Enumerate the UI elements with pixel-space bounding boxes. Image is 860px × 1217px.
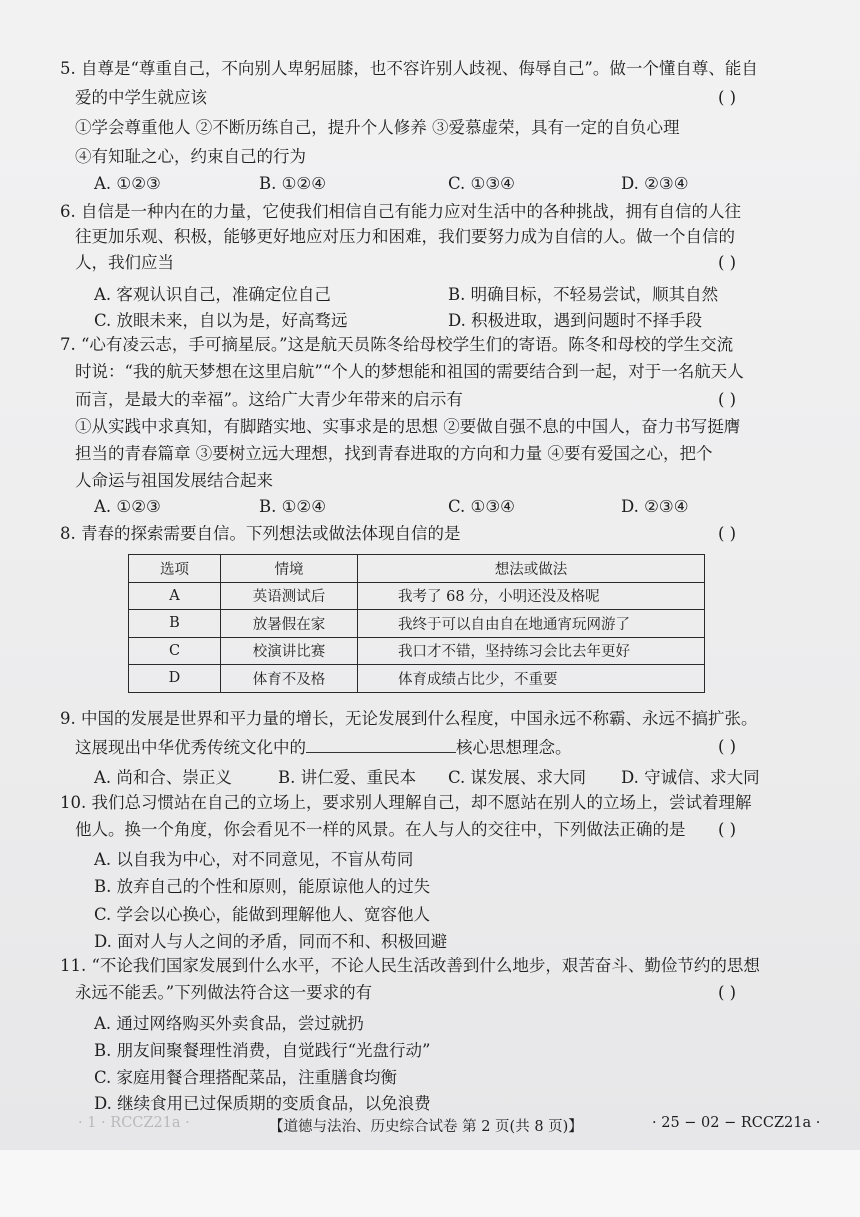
footer-page-info: 【道德与法治、历史综合试卷 第 2 页(共 8 页)】 [269,1119,583,1135]
q6-option-a: A. 客观认识自己，准确定位自己 [94,285,331,304]
q5-option-d: D. ②③④ [621,174,689,193]
q7-statement-line1: ①从实践中求真知，有脚踏实地、实事求是的思想 ②要做自强不息的中国人，奋力书写挺膺 [75,417,741,436]
q7-option-c: C. ①③④ [448,497,515,516]
q9-stem-line1: 9. 中国的发展是世界和平力量的增长，无论发展到什么程度，中国永远不称霸、永远不搞扩张。 [60,709,758,728]
page-bottom-margin [0,1150,860,1217]
q11-option-c: C. 家庭用餐合理搭配菜品，注重膳食均衡 [94,1068,398,1087]
q9-option-b: B. 讲仁爱、重民本 [278,768,417,787]
q5-statement-line2: ④有知耻之心，约束自己的行为 [75,147,306,166]
table-row [129,582,705,610]
q10-stem-line2: 他人。换一个角度，你会看见不一样的风景。在人与人的交往中，下列做法正确的是 [75,820,686,839]
q11-option-a: A. 通过网络购买外卖食品，尝过就扔 [94,1014,364,1033]
q6-option-d: D. 积极进取，遇到问题时不择手段 [448,311,703,330]
q9-answer-paren: ( ) [718,737,737,756]
table-cell-idea: 我考了 68 分，小明还没及格呢 [358,582,705,610]
table-cell-scene: 体育不及格 [221,665,358,693]
q11-stem-line2: 永远不能丢。”下列做法符合这一要求的有 [75,983,373,1002]
q5-option-a: A. ①②③ [94,174,161,193]
table-header-idea: 想法或做法 [358,555,705,583]
q9-option-d: D. 守诚信、求大同 [621,768,760,787]
footer-right-code: · 25 − 02 − RCCZ21a · [652,1115,821,1131]
q11-option-b: B. 朋友间聚餐理性消费，自觉践行“光盘行动” [94,1041,431,1060]
q11-stem-line1: 11. “不论我们国家发展到什么水平，不论人民生活改善到什么地步，艰苦奋斗、勤俭节约的思想 [60,956,760,975]
q6-option-c: C. 放眼未来，自以为是，好高骛远 [94,311,348,330]
table-cell-idea: 我口才不错，坚持练习会比去年更好 [358,637,705,665]
footer-left-code: · 1 · RCCZ21a · [78,1115,190,1131]
q11-option-d: D. 继续食用已过保质期的变质食品，以免浪费 [94,1094,431,1113]
q11-answer-paren: ( ) [718,983,737,1002]
q7-statement-line3: 人命运与祖国发展结合起来 [75,471,273,490]
table-cell-scene: 英语测试后 [221,582,358,610]
table-cell-option: D [129,665,221,693]
q5-answer-paren: ( ) [718,88,737,107]
q5-stem-line2: 爱的中学生就应该 [75,88,207,107]
q9-stem-part2: 核心思想理念。 [456,738,572,757]
q7-stem-line3: 而言，是最大的幸福”。这给广大青少年带来的启示有 [75,390,463,409]
q10-option-b: B. 放弃自己的个性和原则，能原谅他人的过失 [94,877,431,896]
q10-answer-paren: ( ) [718,820,737,839]
table-header-scene: 情境 [221,555,358,583]
q7-answer-paren: ( ) [718,390,737,409]
q7-option-a: A. ①②③ [94,497,161,516]
q10-option-d: D. 面对人与人之间的矛盾，同而不和、积极回避 [94,932,448,951]
q5-option-c: C. ①③④ [448,174,515,193]
table-cell-option: A [129,582,221,610]
q9-option-a: A. 尚和合、崇正义 [94,768,232,787]
q9-stem-part1: 这展现出中华优秀传统文化中的 [75,738,306,757]
table-cell-scene: 校演讲比赛 [221,637,358,665]
table-cell-idea: 我终于可以自由自在地通宵玩网游了 [358,610,705,638]
table-cell-idea: 体育成绩占比少，不重要 [358,665,705,693]
q10-option-c: C. 学会以心换心，能做到理解他人、宽容他人 [94,905,431,924]
q5-stem-line1: 5. 自尊是“尊重自己，不向别人卑躬屈膝，也不容许别人歧视、侮辱自己”。做一个懂自尊、能自 [60,59,758,78]
q9-stem-line2 [75,736,572,759]
table-row [129,637,705,665]
q6-answer-paren: ( ) [718,253,737,272]
table-header-row [129,555,705,583]
table-header-option: 选项 [129,555,221,583]
q6-stem-line2: 往更加乐观、积极，能够更好地应对压力和困难，我们要努力成为自信的人。做一个自信的 [75,227,735,246]
q9-blank [306,736,456,753]
q8-table [128,554,705,693]
table-cell-scene: 放暑假在家 [221,610,358,638]
q7-stem-line2: 时说：“我的航天梦想在这里启航”“个人的梦想能和祖国的需要结合到一起，对于一名航天人 [75,362,744,381]
table-row [129,665,705,693]
table-cell-option: C [129,637,221,665]
q10-stem-line1: 10. 我们总习惯站在自己的立场上，要求别人理解自己，却不愿站在别人的立场上，尝试着理解 [60,793,752,812]
q8-answer-paren: ( ) [718,524,737,543]
table-row [129,610,705,638]
q10-option-a: A. 以自我为中心，对不同意见，不盲从苟同 [94,850,414,869]
q7-option-d: D. ②③④ [621,497,689,516]
q5-option-b: B. ①②④ [259,174,326,193]
table-cell-option: B [129,610,221,638]
q9-option-c: C. 谋发展、求大同 [448,768,587,787]
q7-stem-line1: 7. “心有凌云志，手可摘星辰。”这是航天员陈冬给母校学生们的寄语。陈冬和母校的学生交流 [60,335,734,354]
q7-statement-line2: 担当的青春篇章 ③要树立远大理想，找到青春进取的方向和力量 ④要有爱国之心，把个 [75,444,713,463]
q7-option-b: B. ①②④ [259,497,326,516]
q6-stem-line3: 人，我们应当 [75,253,174,272]
q6-option-b: B. 明确目标，不轻易尝试，顺其自然 [448,285,719,304]
q8-stem-line1: 8. 青春的探索需要自信。下列想法或做法体现自信的是 [60,524,461,543]
q5-statement-line1: ①学会尊重他人 ②不断历练自己，提升个人修养 ③爱慕虚荣，具有一定的自负心理 [75,118,680,137]
q6-stem-line1: 6. 自信是一种内在的力量，它使我们相信自己有能力应对生活中的各种挑战，拥有自信的人往 [60,202,741,221]
